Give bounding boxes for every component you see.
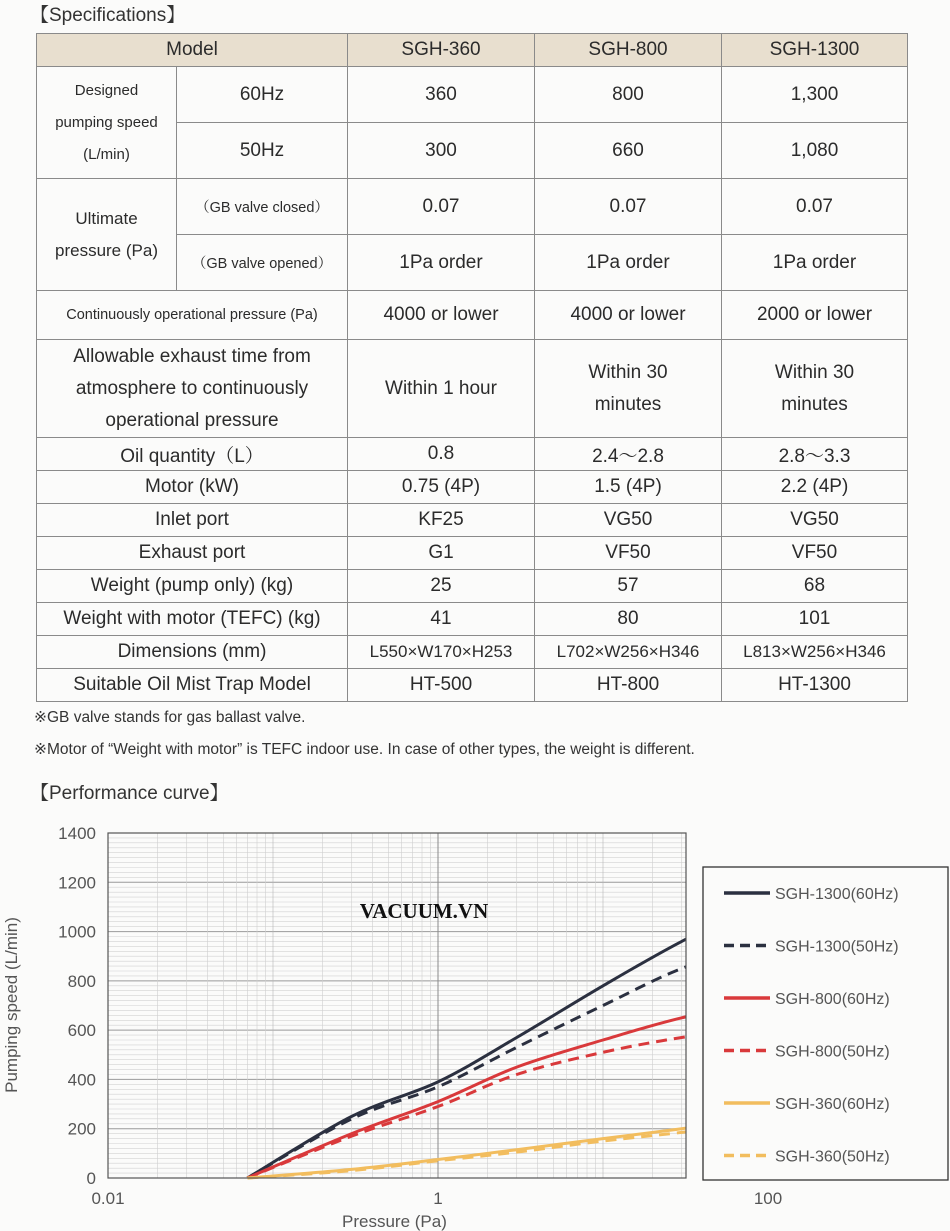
table-row: [37, 438, 908, 471]
header-sgh800: SGH-800: [535, 34, 722, 67]
table-cell: HT-1300: [722, 669, 908, 702]
table-cell: VF50: [535, 537, 722, 570]
table-cell: 660: [535, 123, 722, 179]
row-label: Dimensions (mm): [37, 636, 348, 669]
table-row: [37, 340, 908, 438]
table-cell: Within 1 hour: [348, 340, 535, 438]
table-cell: 25: [348, 570, 535, 603]
speed-50hz-label: 50Hz: [177, 123, 348, 179]
pumping-speed-label: Designed pumping speed (L/min): [37, 67, 177, 179]
table-row: [37, 504, 908, 537]
row-label: Weight (pump only) (kg): [37, 570, 348, 603]
table-cell: 57: [535, 570, 722, 603]
specifications-table: [36, 33, 908, 702]
speed-60hz-label: 60Hz: [177, 67, 348, 123]
table-row: [37, 291, 908, 340]
row-label: Exhaust port: [37, 537, 348, 570]
table-cell: 800: [535, 67, 722, 123]
header-sgh360: SGH-360: [348, 34, 535, 67]
legend-label: SGH-1300(50Hz): [775, 938, 899, 956]
table-cell: VF50: [722, 537, 908, 570]
y-tick-label: 1400: [58, 824, 96, 843]
table-row: [37, 603, 908, 636]
row-label: Oil quantity（L）: [37, 438, 348, 471]
y-tick-label: 1200: [58, 873, 96, 893]
table-cell: 1Pa order: [348, 235, 535, 291]
y-tick-label: 600: [67, 1021, 96, 1041]
table-row: [37, 537, 908, 570]
watermark: VACUUM.VN: [359, 899, 489, 923]
table-cell: 0.8: [348, 438, 535, 471]
table-cell: 41: [348, 603, 535, 636]
table-cell: 2000 or lower: [722, 291, 908, 340]
continuous-pressure-label: Continuously operational pressure (Pa): [37, 291, 348, 340]
table-cell: 300: [348, 123, 535, 179]
row-label: Motor (kW): [37, 471, 348, 504]
table-cell: 1,300: [722, 67, 908, 123]
row-label: Suitable Oil Mist Trap Model: [37, 669, 348, 702]
performance-curve-title: 【Performance curve】: [30, 783, 229, 804]
table-cell: L813×W256×H346: [722, 636, 908, 669]
table-row: [37, 471, 908, 504]
x-tick-labels: [91, 1189, 950, 1208]
table-row: [37, 179, 908, 235]
header-model: Model: [37, 34, 348, 67]
y-axis-label: Pumping speed (L/min): [2, 917, 21, 1093]
table-cell: Within 30 minutes: [535, 340, 722, 438]
table-cell: VG50: [722, 504, 908, 537]
table-cell: 4000 or lower: [348, 291, 535, 340]
table-cell: HT-500: [348, 669, 535, 702]
exhaust-time-label: Allowable exhaust time from atmosphere to continuously operational pressure: [37, 340, 348, 438]
table-cell: 1Pa order: [535, 235, 722, 291]
table-cell: 80: [535, 603, 722, 636]
y-tick-label: 1000: [58, 922, 96, 942]
table-cell: 0.07: [348, 179, 535, 235]
specifications-title: 【Specifications】: [30, 5, 186, 26]
table-cell: L550×W170×H253: [348, 636, 535, 669]
y-tick-label: 800: [67, 971, 96, 991]
y-tick-label: 200: [67, 1119, 96, 1139]
table-cell: 0.07: [722, 179, 908, 235]
table-cell: 0.75 (4P): [348, 471, 535, 504]
table-cell: HT-800: [535, 669, 722, 702]
legend-label: SGH-800(50Hz): [775, 1043, 890, 1061]
table-cell: VG50: [535, 504, 722, 537]
table-header-row: [37, 34, 908, 67]
table-row: [37, 67, 908, 123]
ultimate-pressure-label: Ultimate pressure (Pa): [37, 179, 177, 291]
x-tick-label: 100: [753, 1189, 783, 1208]
x-axis-label: Pressure (Pa): [342, 1212, 447, 1231]
y-tick-labels: [58, 824, 96, 1188]
y-tick-label: 0: [86, 1169, 96, 1188]
table-row: [37, 669, 908, 702]
table-cell: 68: [722, 570, 908, 603]
table-cell: 1Pa order: [722, 235, 908, 291]
legend-box: [703, 867, 948, 1180]
gb-opened-label: （GB valve opened）: [177, 235, 348, 291]
table-cell: 1.5 (4P): [535, 471, 722, 504]
table-cell: L702×W256×H346: [535, 636, 722, 669]
table-cell: 2.8〜3.3: [722, 438, 908, 471]
table-cell: 360: [348, 67, 535, 123]
legend-label: SGH-1300(60Hz): [775, 886, 899, 903]
note-gb-valve: ※GB valve stands for gas ballast valve.: [34, 709, 306, 726]
table-cell: G1: [348, 537, 535, 570]
legend-label: SGH-360(60Hz): [775, 1096, 890, 1113]
table-cell: 2.2 (4P): [722, 471, 908, 504]
table-row: [37, 636, 908, 669]
row-label: Inlet port: [37, 504, 348, 537]
table-cell: KF25: [348, 504, 535, 537]
performance-chart: [0, 815, 950, 1231]
row-label: Weight with motor (TEFC) (kg): [37, 603, 348, 636]
table-cell: 0.07: [535, 179, 722, 235]
table-cell: 4000 or lower: [535, 291, 722, 340]
table-row: [37, 570, 908, 603]
legend-label: SGH-800(60Hz): [775, 991, 890, 1008]
legend-label: SGH-360(50Hz): [775, 1148, 890, 1166]
table-cell: Within 30 minutes: [722, 340, 908, 438]
header-sgh1300: SGH-1300: [722, 34, 908, 67]
table-cell: 101: [722, 603, 908, 636]
table-cell: 2.4〜2.8: [535, 438, 722, 471]
gb-closed-label: （GB valve closed）: [177, 179, 348, 235]
x-tick-label: 1: [433, 1189, 443, 1208]
x-tick-label: 0.01: [91, 1189, 125, 1208]
table-cell: 1,080: [722, 123, 908, 179]
y-tick-label: 400: [67, 1070, 96, 1090]
note-motor-weight: ※Motor of “Weight with motor” is TEFC indoor use. In case of other types, the weight is different.: [34, 741, 695, 758]
